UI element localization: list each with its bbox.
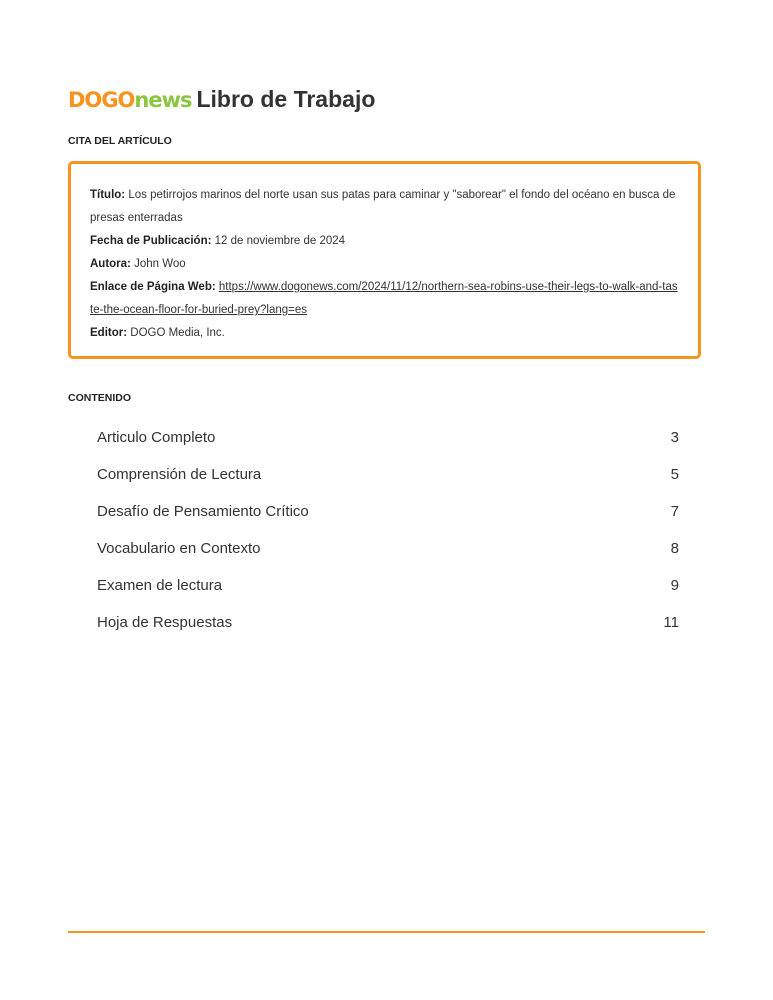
citation-date-value: 12 de noviembre de 2024	[214, 235, 346, 247]
toc-item-desafio-pensamiento-critico[interactable]	[97, 493, 679, 530]
toc-item-page: 11	[663, 614, 679, 631]
toc-item-comprension-de-lectura[interactable]	[97, 456, 679, 493]
toc-item-articulo-completo[interactable]	[97, 419, 679, 456]
citation-box	[68, 161, 701, 359]
citation-title-value: Los petirrojos marinos del norte usan sus patas para caminar y "saborear" el fondo del océano en busca de presas enterradas	[90, 189, 676, 224]
citation-date-label: Fecha de Publicación:	[90, 235, 212, 247]
toc-item-page: 5	[670, 466, 679, 483]
citation-author-line	[90, 253, 678, 276]
dogonews-logo	[68, 88, 191, 112]
citation-section-label: CITA DEL ARTÍCULO	[68, 135, 172, 147]
citation-web-link[interactable]: https://www.dogonews.com/2024/11/12/northern-sea-robins-use-their-legs-to-walk-and-taste-the-ocean-floor-for-buried-prey?lang=es	[90, 281, 678, 316]
toc-item-page: 3	[670, 429, 679, 446]
page-header	[68, 86, 375, 113]
toc-item-page: 7	[670, 503, 679, 520]
toc-item-hoja-de-respuestas[interactable]	[97, 604, 679, 641]
logo-dogo-text: DOGO	[68, 88, 135, 112]
citation-publisher-label: Editor:	[90, 327, 128, 339]
toc-item-page: 9	[670, 577, 679, 594]
toc-item-vocabulario-en-contexto[interactable]	[97, 530, 679, 567]
contents-section-label: CONTENIDO	[68, 392, 131, 404]
toc-item-label: Articulo Completo	[97, 429, 216, 446]
citation-publisher-line	[90, 322, 678, 345]
citation-author-value: John Woo	[134, 258, 186, 270]
citation-link-label: Enlace de Página Web:	[90, 281, 216, 293]
citation-title-line	[90, 184, 678, 230]
table-of-contents	[97, 419, 679, 641]
page-title: Libro de Trabajo	[196, 86, 376, 112]
citation-title-label: Título:	[90, 189, 126, 201]
toc-item-examen-de-lectura[interactable]	[97, 567, 679, 604]
citation-date-line	[90, 230, 678, 253]
logo-news-text: news	[134, 88, 192, 112]
toc-item-label: Comprensión de Lectura	[97, 466, 262, 483]
citation-author-label: Autora:	[90, 258, 131, 270]
toc-item-label: Desafío de Pensamiento Crítico	[97, 503, 309, 520]
toc-item-label: Vocabulario en Contexto	[97, 540, 261, 557]
toc-item-label: Examen de lectura	[97, 577, 223, 594]
citation-link-line	[90, 276, 678, 322]
citation-publisher-value: DOGO Media, Inc.	[130, 327, 225, 339]
footer-divider	[68, 931, 705, 933]
toc-item-page: 8	[670, 540, 679, 557]
toc-item-label: Hoja de Respuestas	[97, 614, 233, 631]
